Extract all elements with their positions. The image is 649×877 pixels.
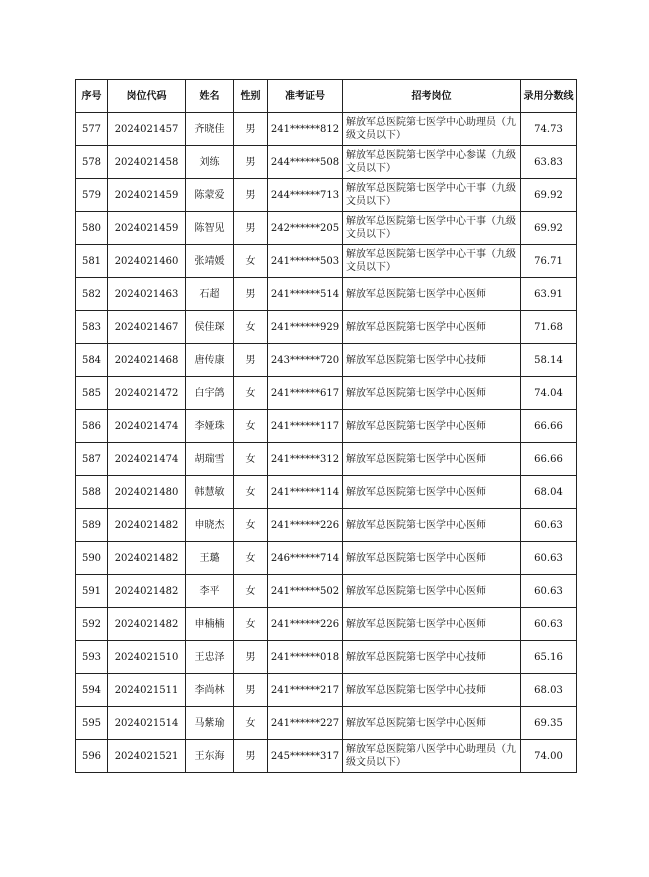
cell-exam-id: 241******114	[268, 476, 343, 509]
cell-serial-no: 579	[76, 179, 108, 212]
cell-recruit-post: 解放军总医院第七医学中心医师	[343, 278, 521, 311]
cell-serial-no: 587	[76, 443, 108, 476]
cell-exam-id: 241******226	[268, 608, 343, 641]
cell-recruit-post: 解放军总医院第七医学中心干事（九级文员以下）	[343, 212, 521, 245]
cell-gender: 男	[234, 179, 268, 212]
header-row	[76, 80, 577, 113]
cell-name: 王璐	[186, 542, 234, 575]
table-row	[76, 245, 577, 278]
cell-recruit-post: 解放军总医院第七医学中心助理员（九级文员以下）	[343, 113, 521, 146]
cell-name: 胡瑞雪	[186, 443, 234, 476]
cell-recruit-post: 解放军总医院第七医学中心技师	[343, 641, 521, 674]
cell-gender: 女	[234, 311, 268, 344]
table-row	[76, 740, 577, 773]
cell-recruit-post: 解放军总医院第七医学中心医师	[343, 377, 521, 410]
cell-name: 李娅珠	[186, 410, 234, 443]
cell-exam-id: 241******217	[268, 674, 343, 707]
cell-serial-no: 584	[76, 344, 108, 377]
cell-exam-id: 241******227	[268, 707, 343, 740]
cell-serial-no: 590	[76, 542, 108, 575]
table-row	[76, 344, 577, 377]
cell-recruit-post: 解放军总医院第七医学中心医师	[343, 476, 521, 509]
cell-post-code: 2024021482	[108, 608, 186, 641]
cell-post-code: 2024021472	[108, 377, 186, 410]
cell-score: 58.14	[521, 344, 577, 377]
cell-recruit-post: 解放军总医院第七医学中心医师	[343, 410, 521, 443]
cell-gender: 女	[234, 410, 268, 443]
cell-serial-no: 586	[76, 410, 108, 443]
cell-gender: 男	[234, 641, 268, 674]
cell-name: 张靖媛	[186, 245, 234, 278]
cell-name: 刘练	[186, 146, 234, 179]
table-row	[76, 146, 577, 179]
cell-gender: 男	[234, 212, 268, 245]
table-row	[76, 410, 577, 443]
cell-gender: 女	[234, 443, 268, 476]
cell-score: 69.92	[521, 212, 577, 245]
table-row	[76, 443, 577, 476]
header-score-line: 录用分数线	[521, 80, 577, 113]
cell-exam-id: 241******514	[268, 278, 343, 311]
cell-recruit-post: 解放军总医院第七医学中心医师	[343, 311, 521, 344]
cell-serial-no: 581	[76, 245, 108, 278]
cell-score: 69.35	[521, 707, 577, 740]
cell-post-code: 2024021482	[108, 509, 186, 542]
cell-score: 74.00	[521, 740, 577, 773]
cell-gender: 女	[234, 509, 268, 542]
cell-post-code: 2024021511	[108, 674, 186, 707]
table-row	[76, 377, 577, 410]
cell-name: 唐传康	[186, 344, 234, 377]
cell-post-code: 2024021467	[108, 311, 186, 344]
cell-score: 60.63	[521, 608, 577, 641]
cell-name: 侯佳琛	[186, 311, 234, 344]
cell-gender: 男	[234, 113, 268, 146]
cell-exam-id: 241******117	[268, 410, 343, 443]
cell-recruit-post: 解放军总医院第七医学中心医师	[343, 575, 521, 608]
cell-serial-no: 589	[76, 509, 108, 542]
cell-recruit-post: 解放军总医院第八医学中心助理员（九级文员以下）	[343, 740, 521, 773]
table-row	[76, 674, 577, 707]
cell-post-code: 2024021480	[108, 476, 186, 509]
cell-post-code: 2024021463	[108, 278, 186, 311]
cell-score: 69.92	[521, 179, 577, 212]
cell-post-code: 2024021458	[108, 146, 186, 179]
cell-name: 齐晓佳	[186, 113, 234, 146]
table-row	[76, 113, 577, 146]
cell-exam-id: 241******226	[268, 509, 343, 542]
cell-recruit-post: 解放军总医院第七医学中心干事（九级文员以下）	[343, 245, 521, 278]
cell-name: 李平	[186, 575, 234, 608]
cell-serial-no: 578	[76, 146, 108, 179]
table-row	[76, 575, 577, 608]
header-recruit-post: 招考岗位	[343, 80, 521, 113]
cell-post-code: 2024021474	[108, 443, 186, 476]
cell-gender: 男	[234, 278, 268, 311]
cell-gender: 男	[234, 146, 268, 179]
admission-score-table	[75, 79, 577, 773]
table-row	[76, 641, 577, 674]
cell-post-code: 2024021521	[108, 740, 186, 773]
cell-post-code: 2024021460	[108, 245, 186, 278]
cell-exam-id: 243******720	[268, 344, 343, 377]
cell-gender: 男	[234, 344, 268, 377]
cell-serial-no: 588	[76, 476, 108, 509]
cell-name: 申楠楠	[186, 608, 234, 641]
cell-post-code: 2024021459	[108, 179, 186, 212]
cell-exam-id: 242******205	[268, 212, 343, 245]
cell-score: 66.66	[521, 410, 577, 443]
cell-exam-id: 241******617	[268, 377, 343, 410]
table-row	[76, 608, 577, 641]
cell-score: 60.63	[521, 509, 577, 542]
table-row	[76, 179, 577, 212]
table-row	[76, 707, 577, 740]
header-serial-no: 序号	[76, 80, 108, 113]
header-post-code: 岗位代码	[108, 80, 186, 113]
table-row	[76, 509, 577, 542]
cell-name: 申晓杰	[186, 509, 234, 542]
cell-serial-no: 585	[76, 377, 108, 410]
cell-serial-no: 594	[76, 674, 108, 707]
cell-recruit-post: 解放军总医院第七医学中心技师	[343, 344, 521, 377]
cell-score: 63.83	[521, 146, 577, 179]
cell-gender: 女	[234, 542, 268, 575]
cell-post-code: 2024021482	[108, 575, 186, 608]
cell-score: 60.63	[521, 575, 577, 608]
cell-score: 71.68	[521, 311, 577, 344]
table-row	[76, 311, 577, 344]
cell-score: 60.63	[521, 542, 577, 575]
cell-serial-no: 580	[76, 212, 108, 245]
cell-name: 白宇鸽	[186, 377, 234, 410]
cell-serial-no: 592	[76, 608, 108, 641]
cell-exam-id: 241******502	[268, 575, 343, 608]
cell-recruit-post: 解放军总医院第七医学中心技师	[343, 674, 521, 707]
header-exam-id: 准考证号	[268, 80, 343, 113]
cell-post-code: 2024021459	[108, 212, 186, 245]
cell-score: 74.73	[521, 113, 577, 146]
cell-name: 陈智见	[186, 212, 234, 245]
header-name: 姓名	[186, 80, 234, 113]
cell-score: 65.16	[521, 641, 577, 674]
cell-serial-no: 577	[76, 113, 108, 146]
header-gender: 性别	[234, 80, 268, 113]
cell-post-code: 2024021468	[108, 344, 186, 377]
cell-serial-no: 596	[76, 740, 108, 773]
cell-gender: 女	[234, 377, 268, 410]
cell-score: 63.91	[521, 278, 577, 311]
cell-score: 68.03	[521, 674, 577, 707]
cell-name: 王忠泽	[186, 641, 234, 674]
cell-exam-id: 241******312	[268, 443, 343, 476]
cell-score: 76.71	[521, 245, 577, 278]
cell-post-code: 2024021474	[108, 410, 186, 443]
cell-recruit-post: 解放军总医院第七医学中心医师	[343, 542, 521, 575]
table-row	[76, 476, 577, 509]
cell-serial-no: 583	[76, 311, 108, 344]
cell-score: 68.04	[521, 476, 577, 509]
cell-serial-no: 582	[76, 278, 108, 311]
cell-recruit-post: 解放军总医院第七医学中心医师	[343, 443, 521, 476]
cell-exam-id: 241******018	[268, 641, 343, 674]
table-row	[76, 542, 577, 575]
cell-recruit-post: 解放军总医院第七医学中心干事（九级文员以下）	[343, 179, 521, 212]
cell-post-code: 2024021482	[108, 542, 186, 575]
cell-gender: 女	[234, 608, 268, 641]
cell-exam-id: 241******812	[268, 113, 343, 146]
cell-gender: 女	[234, 575, 268, 608]
cell-recruit-post: 解放军总医院第七医学中心医师	[343, 509, 521, 542]
cell-exam-id: 246******714	[268, 542, 343, 575]
cell-recruit-post: 解放军总医院第七医学中心医师	[343, 608, 521, 641]
cell-gender: 女	[234, 707, 268, 740]
cell-name: 石超	[186, 278, 234, 311]
cell-gender: 女	[234, 476, 268, 509]
cell-name: 韩慧敏	[186, 476, 234, 509]
cell-score: 74.04	[521, 377, 577, 410]
cell-post-code: 2024021457	[108, 113, 186, 146]
cell-gender: 男	[234, 674, 268, 707]
cell-post-code: 2024021510	[108, 641, 186, 674]
cell-exam-id: 241******503	[268, 245, 343, 278]
cell-recruit-post: 解放军总医院第七医学中心医师	[343, 707, 521, 740]
cell-serial-no: 593	[76, 641, 108, 674]
cell-score: 66.66	[521, 443, 577, 476]
cell-name: 王东海	[186, 740, 234, 773]
cell-exam-id: 244******713	[268, 179, 343, 212]
cell-name: 马紫瑜	[186, 707, 234, 740]
cell-exam-id: 244******508	[268, 146, 343, 179]
cell-exam-id: 245******317	[268, 740, 343, 773]
table-row	[76, 278, 577, 311]
cell-serial-no: 591	[76, 575, 108, 608]
cell-serial-no: 595	[76, 707, 108, 740]
cell-recruit-post: 解放军总医院第七医学中心参谋（九级文员以下）	[343, 146, 521, 179]
cell-gender: 男	[234, 740, 268, 773]
cell-post-code: 2024021514	[108, 707, 186, 740]
table-row	[76, 212, 577, 245]
cell-gender: 女	[234, 245, 268, 278]
cell-name: 陈蒙爱	[186, 179, 234, 212]
cell-name: 李尚林	[186, 674, 234, 707]
cell-exam-id: 241******929	[268, 311, 343, 344]
